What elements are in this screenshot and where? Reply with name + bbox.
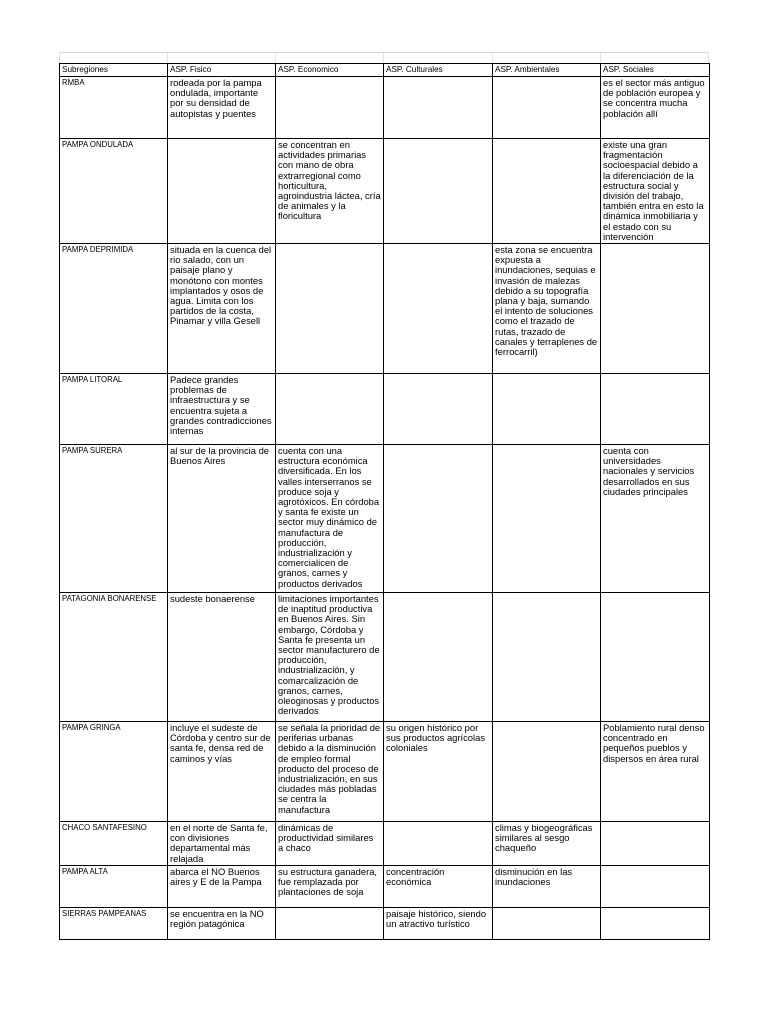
cell-culturales: paisaje histórico, siendo un atractivo turístico xyxy=(384,907,493,939)
cell-culturales xyxy=(384,139,493,244)
header-asp-ambientales: ASP. Ambientales xyxy=(493,64,601,77)
cell-culturales xyxy=(384,593,493,722)
cell-culturales xyxy=(384,374,493,445)
header-asp-economico: ASP. Economico xyxy=(276,64,384,77)
header-asp-fisico: ASP. Fisico xyxy=(168,64,276,77)
cell-culturales xyxy=(384,822,493,866)
cell-subregion: PAMPA DEPRIMIDA xyxy=(60,244,168,374)
cell-fisico: sudeste bonaerense xyxy=(168,593,276,722)
cell-ambientales xyxy=(493,374,601,445)
cell-economico xyxy=(276,244,384,374)
subregions-table xyxy=(59,63,710,940)
cell-culturales xyxy=(384,244,493,374)
cell-fisico: se encuentra en la NO región patagónica xyxy=(168,907,276,939)
cell-subregion: SIERRAS PAMPEANAS xyxy=(60,907,168,939)
cell-economico: se concentran en actividades primarias con mano de obra extrarregional como horticultura, agroindustria láctea, cría de animales y la floricultura xyxy=(276,139,384,244)
cell-ambientales xyxy=(493,907,601,939)
cell-ambientales: esta zona se encuentra expuesta a inundaciones, sequias e invasión de malezas debido a su topografía plana y baja, sumando el intento de soluciones como el trazado de rutas, trazado de canales y terraplenes de ferrocarril) xyxy=(493,244,601,374)
cell-sociales xyxy=(601,374,710,445)
cell-subregion: CHACO SANTAFESINO xyxy=(60,822,168,866)
cell-ambientales xyxy=(493,722,601,822)
header-subregiones: Subregiones xyxy=(60,64,168,77)
cell-sociales: cuenta con universidades nacionales y servicios desarrollados en sus ciudades principales xyxy=(601,445,710,593)
cell-ambientales xyxy=(493,445,601,593)
cell-culturales: concentración económica xyxy=(384,865,493,907)
table-row xyxy=(60,865,710,907)
cell-ambientales xyxy=(493,139,601,244)
cell-ambientales xyxy=(493,593,601,722)
cell-sociales xyxy=(601,244,710,374)
cell-subregion: PAMPA ONDULADA xyxy=(60,139,168,244)
cell-economico: se señala la prioridad de periferias urbanas debido a la disminución de empleo formal producto del proceso de industrialización, en sus ciudades más pobladas se centra la manufactura xyxy=(276,722,384,822)
table-row xyxy=(60,722,710,822)
cell-fisico xyxy=(168,139,276,244)
cell-sociales: Poblamiento rural denso concentrado en pequeños pueblos y dispersos en área rural xyxy=(601,722,710,822)
cell-ambientales: disminución en las inundaciones xyxy=(493,865,601,907)
cell-economico xyxy=(276,77,384,139)
cell-economico xyxy=(276,374,384,445)
cell-sociales xyxy=(601,865,710,907)
header-asp-sociales: ASP. Sociales xyxy=(601,64,710,77)
table-header-row xyxy=(60,64,710,77)
cell-ambientales xyxy=(493,77,601,139)
table-row xyxy=(60,77,710,139)
cell-ambientales: climas y biogeográficas similares al sesgo chaqueño xyxy=(493,822,601,866)
cell-subregion: PAMPA ALTA xyxy=(60,865,168,907)
cell-sociales: existe una gran fragmentación socioespacial debido a la diferenciación de la estructura social y división del trabajo, también entra en esto la dinámica inmobiliaria y el estado con su intervención xyxy=(601,139,710,244)
table-row xyxy=(60,907,710,939)
header-asp-culturales: ASP. Culturales xyxy=(384,64,493,77)
table-row xyxy=(60,374,710,445)
cell-subregion: PAMPA GRINGA xyxy=(60,722,168,822)
document-sheet xyxy=(59,52,709,940)
cell-fisico: en el norte de Santa fe, con divisiones departamental más relajada xyxy=(168,822,276,866)
cell-culturales xyxy=(384,445,493,593)
cell-economico: dinámicas de productividad similares a chaco xyxy=(276,822,384,866)
blank-spreadsheet-row xyxy=(59,52,709,63)
cell-fisico: rodeada por la pampa ondulada, importante por su densidad de autopistas y puentes xyxy=(168,77,276,139)
table-row xyxy=(60,244,710,374)
table-row xyxy=(60,822,710,866)
cell-subregion: PATAGONIA BONARENSE xyxy=(60,593,168,722)
cell-economico: cuenta con una estructura económica diversificada. En los valles interserranos se produce soja y agrotóxicos. En córdoba y santa fe existe un sector muy dinámico de manufactura de producción, industrialización y comercialicen de granos, carnes y productos derivados xyxy=(276,445,384,593)
cell-economico: limitaciones importantes de inaptitud productiva en Buenos Aires. Sin embargo, Córdoba y Santa fe presenta un sector manufacturero de producción, industrialización, y comarcalización de granos, carnes, oleoginosas y productos derivados xyxy=(276,593,384,722)
cell-culturales: su origen histórico por sus productos agrícolas coloniales xyxy=(384,722,493,822)
cell-subregion: RMBA xyxy=(60,77,168,139)
table-row xyxy=(60,445,710,593)
cell-fisico: al sur de la provincia de Buenos Aires xyxy=(168,445,276,593)
cell-fisico: abarca el NO Buenos aires y E de la Pampa xyxy=(168,865,276,907)
table-row xyxy=(60,593,710,722)
cell-fisico: situada en la cuenca del rio salado, con un paisaje plano y monótono con montes implantados y osos de agua. Limita con los partidos de la costa, Pinamar y villa Gesell xyxy=(168,244,276,374)
cell-fisico: incluye el sudeste de Córdoba y centro sur de santa fe, densa red de caminos y vías xyxy=(168,722,276,822)
cell-culturales xyxy=(384,77,493,139)
cell-subregion: PAMPA SURERA xyxy=(60,445,168,593)
table-row xyxy=(60,139,710,244)
cell-fisico: Padece grandes problemas de infraestructura y se encuentra sujeta a grandes contradicciones internas xyxy=(168,374,276,445)
cell-sociales xyxy=(601,907,710,939)
cell-sociales: es el sector más antiguo de población europea y se concentra mucha población allí xyxy=(601,77,710,139)
cell-economico xyxy=(276,907,384,939)
cell-economico: su estructura ganadera, fue remplazada por plantaciones de soja xyxy=(276,865,384,907)
cell-subregion: PAMPA LITORAL xyxy=(60,374,168,445)
cell-sociales xyxy=(601,822,710,866)
cell-sociales xyxy=(601,593,710,722)
